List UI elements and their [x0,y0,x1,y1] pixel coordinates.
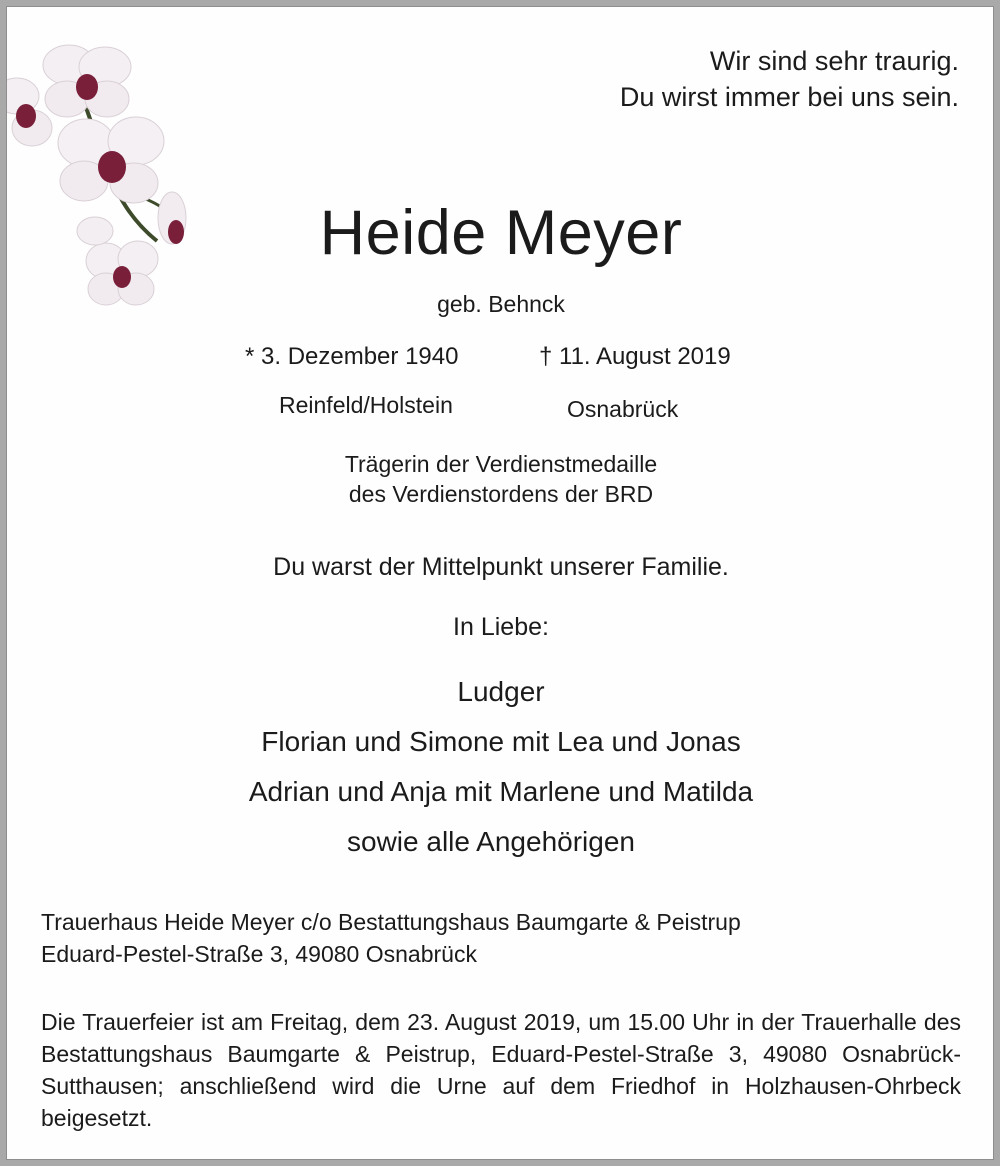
obituary-card [6,6,994,1160]
birth-name: geb. Behnck [437,291,565,317]
quote-line-2: Du wirst immer bei uns sein. [619,82,959,112]
mourners-list [7,667,995,867]
mourner-item: Ludger [457,676,545,707]
opening-quote [620,43,959,115]
quote-line-1: Wir sind sehr traurig. [709,46,959,76]
mourner-item: Florian und Simone mit Lea und Jonas [261,726,741,757]
death-date: † 11. August 2019 [539,343,731,370]
mourning-house-address [41,906,961,970]
tagline: Du warst der Mittelpunkt unserer Familie. [273,553,729,581]
honor-line-2: des Verdienstordens der BRD [348,481,654,507]
honor-line-1: Trägerin der Verdienstmedaille [344,451,658,477]
birth-date: * 3. Dezember 1940 [245,343,459,370]
address-line-2: Eduard-Pestel-Straße 3, 49080 Osnabrück [41,941,477,967]
ceremony-notice: Die Trauerfeier ist am Freitag, dem 23. August 2019, um 15.00 Uhr in der Trauerhalle des Bestattungshaus Baumgarte & Peistrup, Eduard-Pestel-Straße 3, 49080 Osnabrück-Sutthausen; anschließend wird die Urne auf dem Friedhof in Holzhausen-Ohrbeck beigesetzt. [41,1009,961,1131]
mourner-item: Adrian und Anja mit Marlene und Matilda [248,776,754,807]
in-love-heading: In Liebe: [453,613,549,641]
honor [7,449,995,509]
birth-place: Reinfeld/Holstein [279,392,453,418]
deceased-name: Heide Meyer [319,198,683,268]
death-place: Osnabrück [567,396,679,422]
address-line-1: Trauerhaus Heide Meyer c/o Bestattungshaus Baumgarte & Peistrup [41,909,741,935]
mourner-item: sowie alle Angehörigen [347,826,635,857]
